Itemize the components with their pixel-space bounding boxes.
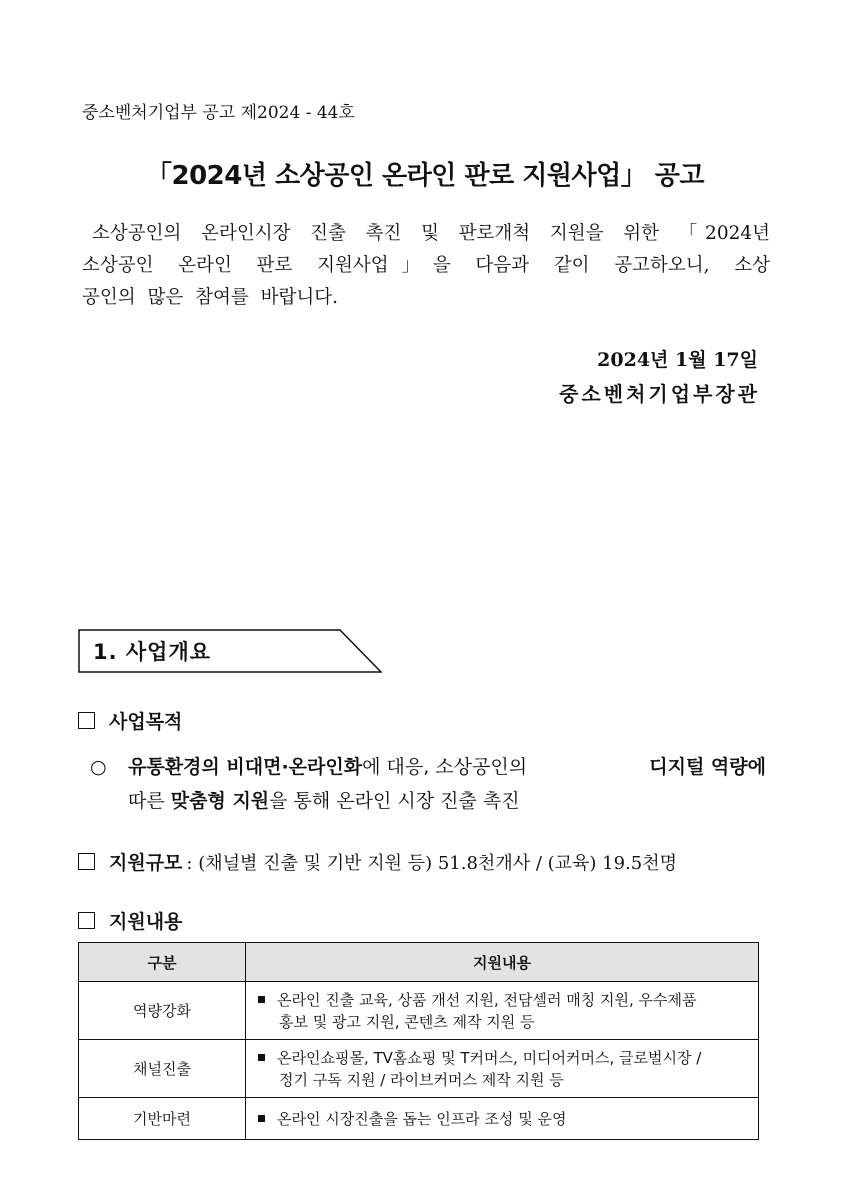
content-label: 지원내용 xyxy=(109,911,183,933)
scale-item xyxy=(78,848,677,875)
row-desc-line-1: 온라인 진출 교육, 상품 개선 지원, 전담셀러 매칭 지원, 우수제품 xyxy=(277,990,697,1009)
checkbox-square-icon xyxy=(78,853,95,870)
row-description xyxy=(246,982,759,1040)
row-desc-line-2: 홍보 및 광고 지원, 콘텐츠 제작 지원 등 xyxy=(279,1012,535,1031)
table-header-row xyxy=(79,943,759,982)
purpose-seg-2: 에 대응, 소상공인의 xyxy=(362,756,528,778)
section-1-heading xyxy=(78,629,382,673)
row-category: 기반마련 xyxy=(79,1098,246,1140)
table-row xyxy=(79,1040,759,1098)
square-bullet-icon xyxy=(258,1054,265,1061)
row-desc-line-2: 정기 구독 지원 / 라이브커머스 제작 지원 등 xyxy=(279,1070,564,1089)
checkbox-square-icon xyxy=(78,712,95,729)
purpose-seg-1: 유통환경의 비대면·온라인화 xyxy=(128,756,363,778)
purpose-label: 사업목적 xyxy=(109,711,183,733)
row-description xyxy=(246,1098,759,1140)
purpose-seg-5: 맞춤형 지원 xyxy=(170,790,270,812)
notice-date: 2024년 1월 17일 xyxy=(597,349,758,371)
purpose-seg-3: 디지털 역량에 xyxy=(649,756,766,778)
row-category: 역량강화 xyxy=(79,982,246,1040)
intro-line-3: 공인의 많은 참여를 바랍니다. xyxy=(82,287,338,308)
row-category: 채널진출 xyxy=(79,1040,246,1098)
notice-number: 중소벤처기업부 공고 제2024 - 44호 xyxy=(82,103,355,123)
purpose-heading xyxy=(78,707,182,734)
table-row xyxy=(79,982,759,1040)
content-heading xyxy=(78,907,182,934)
intro-line-1: 소상공인의 온라인시장 진출 촉진 및 판로개척 지원을 위한 「2024년 xyxy=(92,223,770,244)
intro-paragraph xyxy=(82,218,770,314)
circle-bullet-icon: ○ xyxy=(90,756,107,778)
scale-text: : (채널별 진출 및 기반 지원 등) 51.8천개사 / (교육) 19.5천명 xyxy=(186,853,677,874)
support-content-table xyxy=(78,942,759,1140)
table-header-content: 지원내용 xyxy=(246,943,759,982)
section-1-title: 1. 사업개요 xyxy=(93,640,212,664)
scale-label: 지원규모 xyxy=(109,852,183,874)
row-description xyxy=(246,1040,759,1098)
row-desc-line-1: 온라인 시장진출을 돕는 인프라 조성 및 운영 xyxy=(277,1109,567,1128)
table-header-category: 구분 xyxy=(79,943,246,982)
square-bullet-icon xyxy=(258,996,265,1003)
row-desc-line-1: 온라인쇼핑몰, TV홈쇼핑 및 T커머스, 미디어커머스, 글로벌시장 / xyxy=(277,1048,702,1067)
purpose-seg-4: 따른 xyxy=(128,790,165,812)
table-row xyxy=(79,1098,759,1140)
intro-line-2: 소상공인 온라인 판로 지원사업」을 다음과 같이 공고하오니, 소상 xyxy=(82,255,770,276)
page-title: 「2024년 소상공인 온라인 판로 지원사업」 공고 xyxy=(146,161,704,191)
issuer-signature: 중소벤처기업부장관 xyxy=(559,382,760,406)
checkbox-square-icon xyxy=(78,912,95,929)
purpose-seg-6: 을 통해 온라인 시장 진출 촉진 xyxy=(269,790,520,812)
square-bullet-icon xyxy=(258,1115,265,1122)
